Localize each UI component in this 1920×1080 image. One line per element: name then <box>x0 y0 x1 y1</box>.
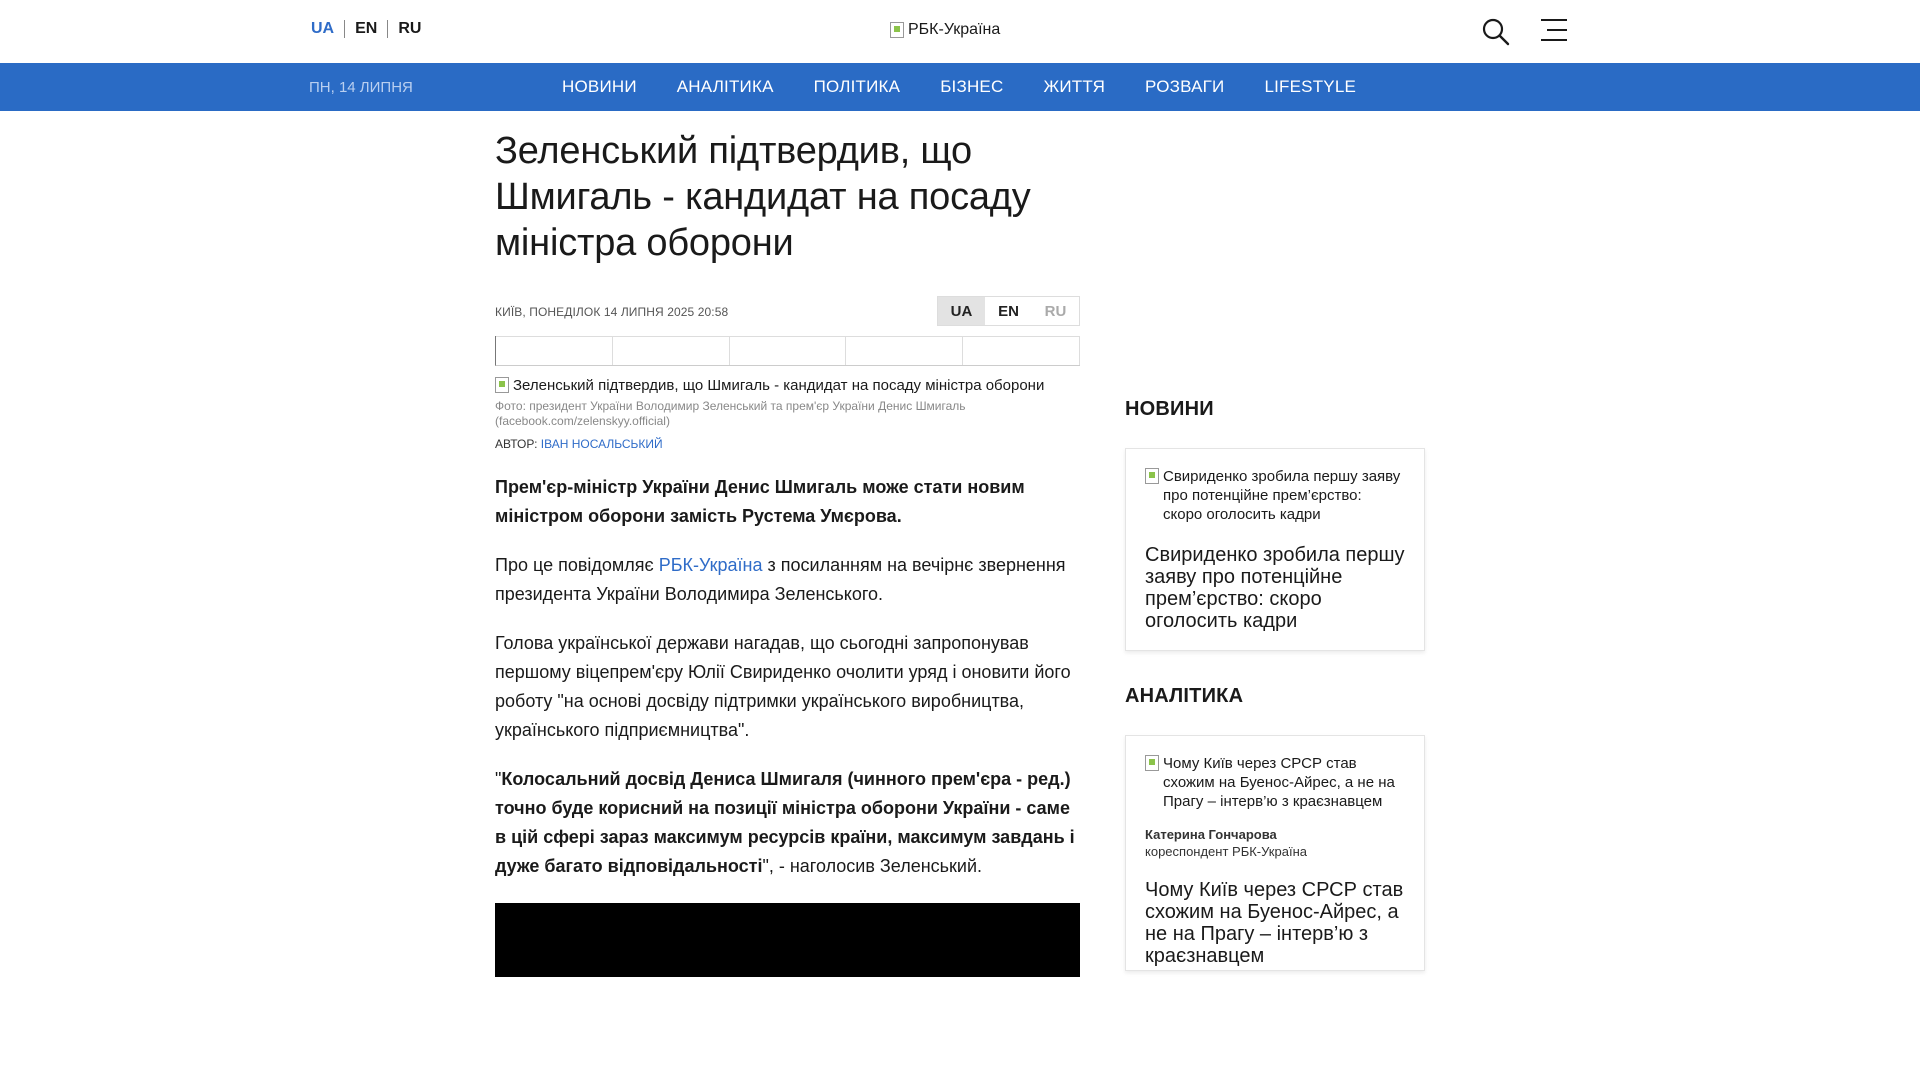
source-link[interactable]: РБК-Україна <box>658 555 763 575</box>
article-lang-ua[interactable]: UA <box>938 297 985 325</box>
analytics-card-author: Катерина Гончарова <box>1145 827 1277 842</box>
main-nav <box>0 63 1920 111</box>
article-paragraph: Голова української держави нагадав, що сьогодні запропонував першому віцепрем'єру Юлії Свириденко очолити уряд і оновити його роботу "на основі досвіду підтримки українського виробництва, українського підприємництва". <box>495 633 1071 740</box>
sidebar-heading-analytics[interactable]: АНАЛІТИКА <box>1125 685 1244 707</box>
analytics-card-image-alt: Чому Київ через СРСР став схожим на Буенос-Айрес, а не на Прагу – інтерв’ю з краєзнавцем <box>1163 755 1395 810</box>
top-bar <box>0 0 1920 63</box>
broken-image-icon <box>495 377 509 393</box>
current-date: ПН, 14 ЛИПНЯ <box>309 79 413 96</box>
sidebar-heading-news[interactable]: НОВИНИ <box>1125 398 1214 420</box>
article-lead: Прем'єр-міністр України Денис Шмигаль може стати новим міністром оборони замість Рустема Умєрова. <box>495 477 1025 526</box>
broken-image-icon <box>1145 468 1159 484</box>
article-language-switcher <box>937 296 1080 326</box>
news-card-image <box>1145 467 1405 524</box>
lang-ru-link[interactable]: RU <box>398 20 422 37</box>
menu-button[interactable] <box>1539 17 1569 43</box>
article-meta <box>495 296 1080 326</box>
broken-image-icon <box>890 22 904 38</box>
nav-item-politics[interactable]: ПОЛІТИКА <box>813 77 901 96</box>
divider <box>344 20 345 38</box>
nav-item-entertainment[interactable]: РОЗВАГИ <box>1145 77 1225 96</box>
article-author <box>495 437 1080 451</box>
article-dateline: КИЇВ, ПОНЕДІЛОК 14 ЛИПНЯ 2025 20:58 <box>495 305 729 319</box>
article-lang-en[interactable]: EN <box>998 302 1019 320</box>
site-logo[interactable] <box>890 21 1000 39</box>
paragraph-text: Про це повідомляє <box>495 555 659 575</box>
share-button[interactable] <box>496 336 613 365</box>
image-caption: Фото: президент України Володимир Зеленський та прем'єр України Денис Шмигаль (facebook.com/zelenskyy.official) <box>495 399 966 428</box>
lang-ua-link[interactable]: UA <box>311 20 335 37</box>
author-label: АВТОР: <box>495 437 538 451</box>
site-language-switcher <box>311 20 421 38</box>
hamburger-menu-icon <box>1539 17 1569 43</box>
share-button[interactable] <box>846 336 963 365</box>
news-card[interactable] <box>1125 448 1425 651</box>
nav-item-analytics[interactable]: АНАЛІТИКА <box>676 77 774 96</box>
analytics-card-image <box>1145 754 1405 811</box>
article-quote <box>495 765 1080 881</box>
paragraph-text: з посиланням на вечірнє звернення президента України Володимира Зеленського. <box>495 555 1066 604</box>
search-icon <box>1480 16 1512 48</box>
article-image-alt: Зеленський підтвердив, що Шмигаль - кандидат на посаду міністра оборони <box>513 377 1045 394</box>
lang-en-link[interactable]: EN <box>355 20 378 37</box>
article <box>495 128 1080 977</box>
quote-text: Колосальний досвід Дениса Шмигаля (чинного прем'єра - ред.) точно буде корисний на позиції міністра оборони України - саме в цій сфері зараз максимум ресурсів країни, максимум завдань і дуже багато відповідальності <box>495 769 1075 876</box>
nav-menu <box>562 63 1396 111</box>
nav-item-life[interactable]: ЖИТТЯ <box>1043 77 1106 96</box>
broken-image-icon <box>1145 755 1159 771</box>
nav-item-lifestyle[interactable]: LIFESTYLE <box>1264 77 1357 96</box>
logo-alt-text: РБК-Україна <box>908 21 1001 38</box>
video-player[interactable] <box>495 903 1080 977</box>
nav-item-news[interactable]: НОВИНИ <box>562 77 637 96</box>
quote-attribution: ", - наголосив Зеленський. <box>762 856 983 876</box>
article-lang-ru[interactable]: RU <box>1044 302 1067 320</box>
search-button[interactable] <box>1480 16 1512 48</box>
divider <box>387 20 388 38</box>
analytics-card-title[interactable]: Чому Київ через СРСР став схожим на Буенос-Айрес, а не на Прагу – інтерв’ю з краєзнавцем <box>1145 879 1404 967</box>
article-paragraph <box>495 551 1080 609</box>
share-button[interactable] <box>613 336 730 365</box>
share-buttons <box>495 336 1080 366</box>
share-button[interactable] <box>730 336 847 365</box>
article-image <box>495 376 1080 395</box>
author-link[interactable]: ІВАН НОСАЛЬСЬКИЙ <box>540 437 663 451</box>
quote-open: " <box>495 769 502 789</box>
news-card-image-alt: Свириденко зробила першу заяву про потенційне прем’єрство: скоро оголосить кадри <box>1163 468 1401 523</box>
article-title: Зеленський підтвердив, що Шмигаль - кандидат на посаду міністра оборони <box>495 130 1031 264</box>
share-button[interactable] <box>963 336 1080 365</box>
analytics-card[interactable] <box>1125 735 1425 971</box>
sidebar <box>1125 398 1425 971</box>
nav-item-business[interactable]: БІЗНЕС <box>940 77 1004 96</box>
analytics-card-author-role: кореспондент РБК-Україна <box>1145 844 1307 859</box>
news-card-title[interactable]: Свириденко зробила першу заяву про потенційне прем’єрство: скоро оголосить кадри <box>1145 544 1405 632</box>
